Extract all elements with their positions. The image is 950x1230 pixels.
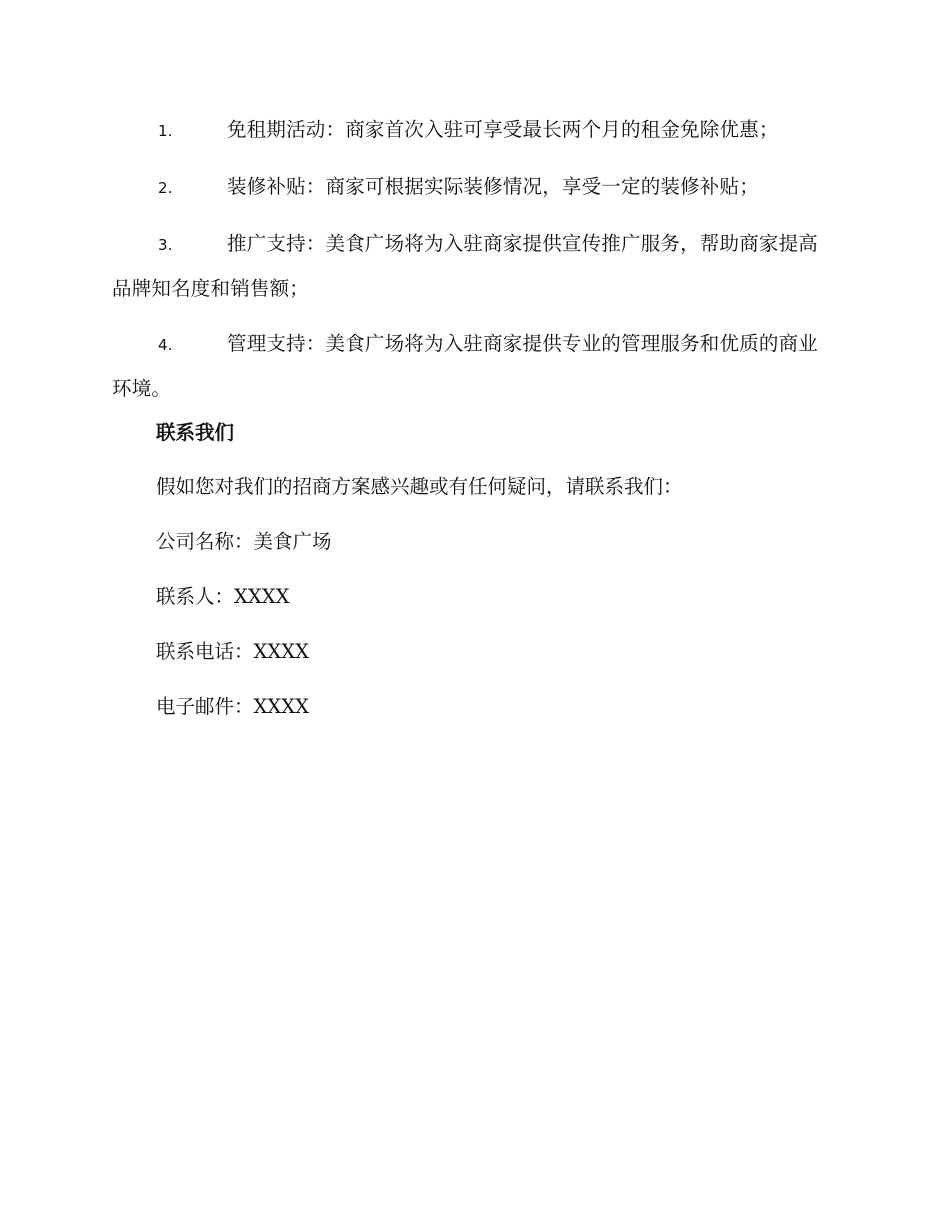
list-item-text: 装修补贴：商家可根据实际装修情况，享受一定的装修补贴； [227, 175, 759, 198]
contact-phone-line: 联系电话：XXXX [156, 640, 310, 663]
company-name-line: 公司名称：美食广场 [156, 530, 332, 553]
list-item-number: 2. [158, 179, 173, 197]
list-item-number: 1. [158, 122, 173, 140]
contact-heading: 联系我们 [156, 421, 235, 444]
contact-email-line: 电子邮件：XXXX [156, 695, 310, 718]
list-item [112, 165, 834, 210]
list-item [112, 108, 834, 153]
list-item-text: 推广支持：美食广场将为入驻商家提供宣传推广服务，帮助商家提高品牌知名度和销售额； [112, 232, 819, 300]
contact-intro: 假如您对我们的招商方案感兴趣或有任何疑问，请联系我们： [156, 475, 683, 498]
contact-person-line: 联系人：XXXX [156, 585, 290, 608]
list-item [112, 222, 834, 310]
contact-section [156, 413, 836, 742]
list-item-number: 4. [158, 336, 173, 354]
list-item-text: 管理支持：美食广场将为入驻商家提供专业的管理服务和优质的商业环境。 [112, 332, 819, 400]
benefits-list [112, 108, 834, 422]
list-item-number: 3. [158, 236, 173, 254]
list-item [112, 322, 834, 410]
list-item-text: 免租期活动：商家首次入驻可享受最长两个月的租金免除优惠； [227, 118, 779, 141]
